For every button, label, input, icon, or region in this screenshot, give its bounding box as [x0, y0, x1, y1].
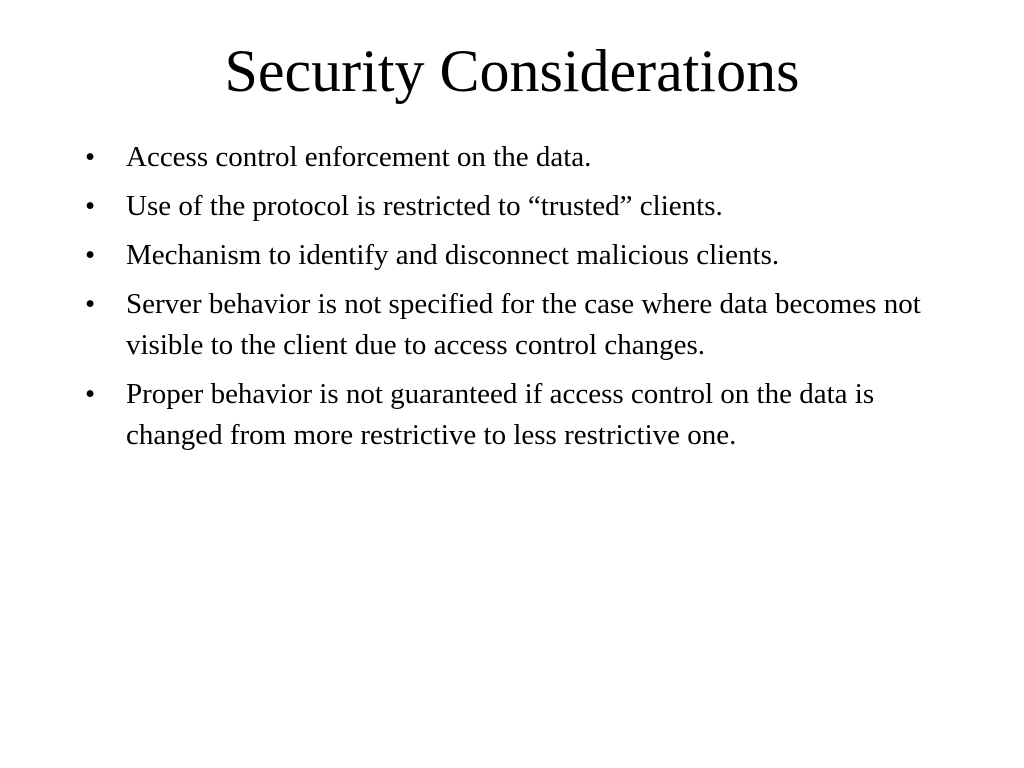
- bullet-text: Access control enforcement on the data.: [126, 141, 592, 173]
- bullet-icon: •: [85, 288, 96, 320]
- bullet-icon: •: [85, 141, 96, 173]
- bullet-icon: •: [85, 190, 96, 222]
- bullet-icon: •: [85, 239, 96, 271]
- bullet-icon: •: [85, 378, 96, 410]
- bullet-item: [85, 235, 935, 276]
- bullet-text: Server behavior is not specified for the case where data becomes not visible to the client due to access control changes.: [126, 288, 921, 361]
- bullet-item: [85, 186, 935, 227]
- bullet-text: Use of the protocol is restricted to “trusted” clients.: [126, 190, 723, 222]
- bullet-text: Proper behavior is not guaranteed if access control on the data is changed from more restrictive to less restrictive one.: [126, 378, 875, 451]
- bullet-item: [85, 284, 935, 366]
- bullet-text: Mechanism to identify and disconnect malicious clients.: [126, 239, 780, 271]
- bullet-list: [85, 137, 935, 464]
- bullet-item: [85, 374, 935, 456]
- bullet-item: [85, 137, 935, 178]
- slide-title: Security Considerations: [224, 38, 800, 104]
